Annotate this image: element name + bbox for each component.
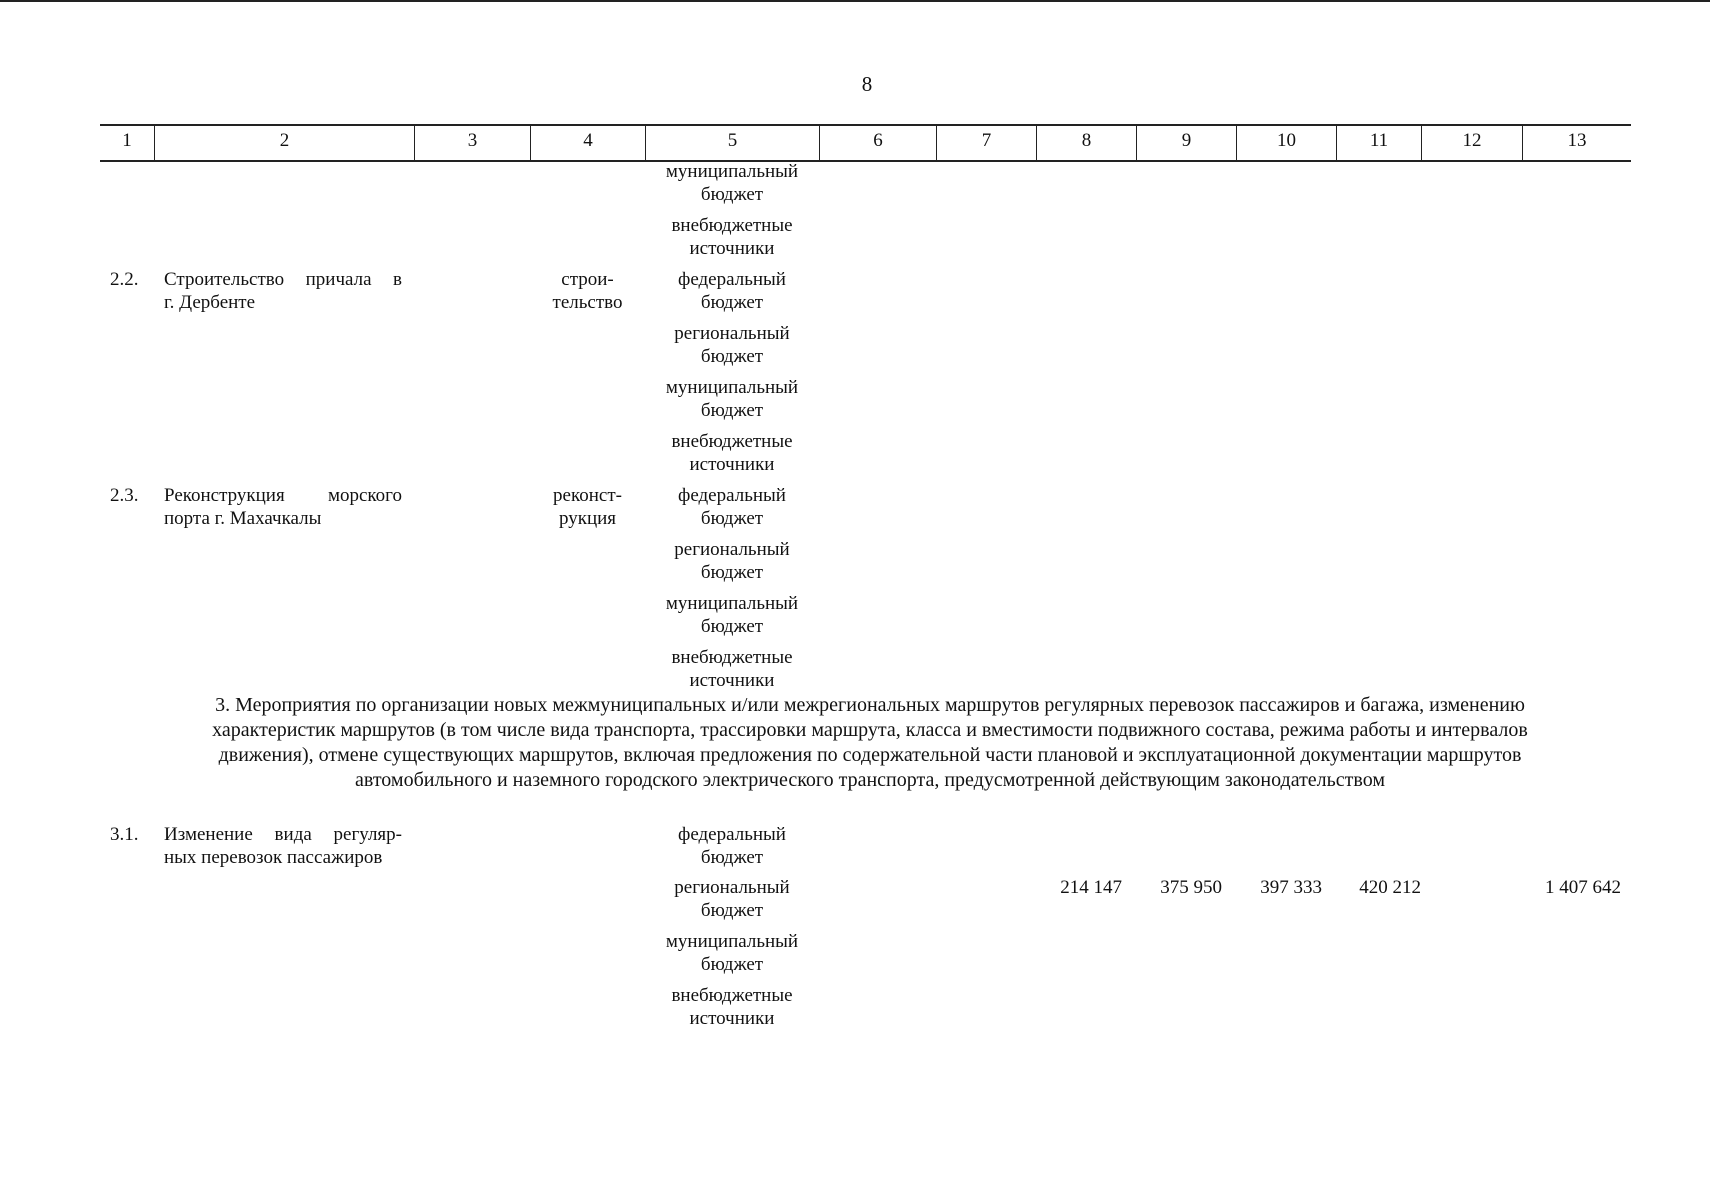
header-col-9: 9 [1136, 126, 1236, 160]
header-col-11: 11 [1336, 126, 1421, 160]
value-col-10: 397 333 [1260, 877, 1322, 898]
source-cell: внебюджетные источники [671, 985, 793, 1029]
source-cell: муниципальный бюджет [665, 161, 799, 205]
work-type: реконст- рукция [553, 485, 622, 529]
value-col-11: 420 212 [1359, 877, 1421, 898]
header-col-6: 6 [819, 126, 936, 160]
row-number: 2.2. [110, 269, 139, 290]
row-number: 2.3. [110, 485, 139, 506]
source-cell: муниципальный бюджет [665, 377, 799, 421]
source-cell: муниципальный бюджет [665, 931, 799, 975]
header-col-4: 4 [530, 126, 645, 160]
source-cell: муниципальный бюджет [665, 593, 799, 637]
value-col-13: 1 407 642 [1545, 877, 1621, 898]
value-col-9: 375 950 [1160, 877, 1222, 898]
source-cell: региональный бюджет [674, 539, 790, 583]
header-col-10: 10 [1236, 126, 1336, 160]
source-cell: внебюджетные источники [671, 647, 793, 691]
header-col-3: 3 [414, 126, 530, 160]
source-cell: региональный бюджет [674, 877, 790, 921]
header-col-7: 7 [936, 126, 1036, 160]
source-cell: федеральный бюджет [678, 824, 786, 868]
header-col-2: 2 [154, 126, 414, 160]
row-title: Изменение вида регуляр- ных перевозок пассажиров [164, 824, 402, 868]
page-number: 8 [861, 72, 873, 96]
row-title: Реконструкция морского порта г. Махачкалы [164, 485, 402, 529]
source-cell: федеральный бюджет [678, 269, 786, 313]
source-cell: региональный бюджет [674, 323, 790, 367]
header-col-12: 12 [1421, 126, 1522, 160]
source-cell: внебюджетные источники [671, 215, 793, 259]
source-cell: внебюджетные источники [671, 431, 793, 475]
header-col-1: 1 [122, 130, 132, 151]
section-heading: 3. Мероприятия по организации новых межмуниципальных и/или межрегиональных маршрутов регулярных перевозок пассажиров и багажа, изменению характеристик маршрутов (в том числе вида транспорта, трассировки маршрута, класса и вместимости подвижного состава, режима работы и интервалов движения), отмене существующих маршрутов, включая предложения по содержательной части плановой и эксплуатационной документации маршрутов автомобильного и наземного городского электрического транспорта, предусмотренной действующим законодательством [212, 694, 1528, 791]
row-title: Строительство причала в г. Дербенте [164, 269, 402, 313]
work-type: строи- тельство [552, 269, 623, 313]
table-header-row [100, 124, 1631, 162]
scan-border [0, 0, 1710, 2]
value-col-8: 214 147 [1060, 877, 1122, 898]
row-number: 3.1. [110, 824, 139, 845]
header-col-8: 8 [1036, 126, 1136, 160]
header-col-5: 5 [645, 126, 819, 160]
source-cell: федеральный бюджет [678, 485, 786, 529]
header-col-13: 13 [1522, 126, 1631, 160]
